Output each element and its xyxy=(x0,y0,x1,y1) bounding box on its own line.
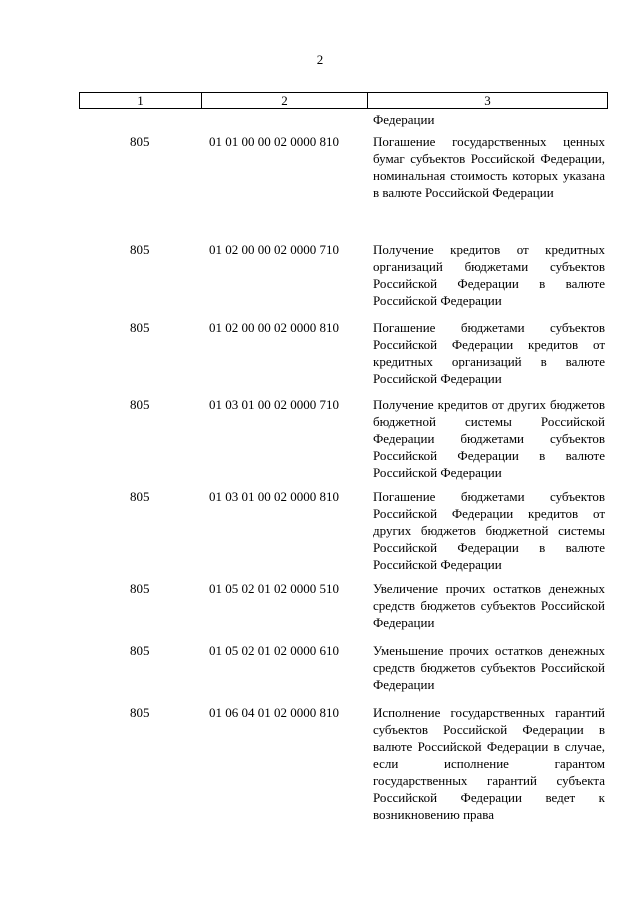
budget-classification-code: 01 06 04 01 02 0000 810 xyxy=(209,705,339,720)
header-col-2: 2 xyxy=(202,93,368,108)
source-description: Исполнение государственных гарантий субъектов Российской Федерации в валюте Российской Федерации в случае, если исполнение гарантом государственных гарантий субъекта Российской Федерации ведет к возникновению права xyxy=(373,705,605,822)
budget-classification-code: 01 05 02 01 02 0000 610 xyxy=(209,643,339,658)
admin-code: 805 xyxy=(130,489,150,504)
budget-classification-code: 01 01 00 00 02 0000 810 xyxy=(209,134,339,149)
header-col-3: 3 xyxy=(484,93,491,108)
header-col-1: 1 xyxy=(80,93,202,108)
admin-code: 805 xyxy=(130,397,150,412)
budget-classification-code: 01 03 01 00 02 0000 710 xyxy=(209,397,339,412)
admin-code: 805 xyxy=(130,581,150,596)
admin-code: 805 xyxy=(130,242,150,257)
budget-classification-code: 01 02 00 00 02 0000 710 xyxy=(209,242,339,257)
budget-classification-code: 01 02 00 00 02 0000 810 xyxy=(209,320,339,335)
admin-code: 805 xyxy=(130,320,150,335)
admin-code: 805 xyxy=(130,705,150,720)
admin-code: 805 xyxy=(130,643,150,658)
page-number: 2 xyxy=(316,52,324,67)
source-description: Погашение бюджетами субъектов Российской Федерации кредитов от других бюджетов бюджетной системы Российской Федерации в валюте Российской Федерации xyxy=(373,489,605,572)
admin-code: 805 xyxy=(130,134,150,149)
source-description: Уменьшение прочих остатков денежных средств бюджетов субъектов Российской Федерации xyxy=(373,643,605,692)
source-description: Погашение государственных ценных бумаг субъектов Российской Федерации, номинальная стоимость которых указана в валюте Российской Федерации xyxy=(373,134,605,200)
continuation-text: Федерации xyxy=(373,112,435,127)
source-description: Получение кредитов от кредитных организаций бюджетами субъектов Российской Федерации в валюте Российской Федерации xyxy=(373,242,605,308)
source-description: Получение кредитов от других бюджетов бюджетной системы Российской Федерации бюджетами субъектов Российской Федерации в валюте Российской Федерации xyxy=(373,397,605,480)
source-description: Погашение бюджетами субъектов Российской Федерации кредитов от кредитных организаций в валюте Российской Федерации xyxy=(373,320,605,386)
budget-classification-code: 01 05 02 01 02 0000 510 xyxy=(209,581,339,596)
budget-classification-code: 01 03 01 00 02 0000 810 xyxy=(209,489,339,504)
source-description: Увеличение прочих остатков денежных средств бюджетов субъектов Российской Федерации xyxy=(373,581,605,630)
